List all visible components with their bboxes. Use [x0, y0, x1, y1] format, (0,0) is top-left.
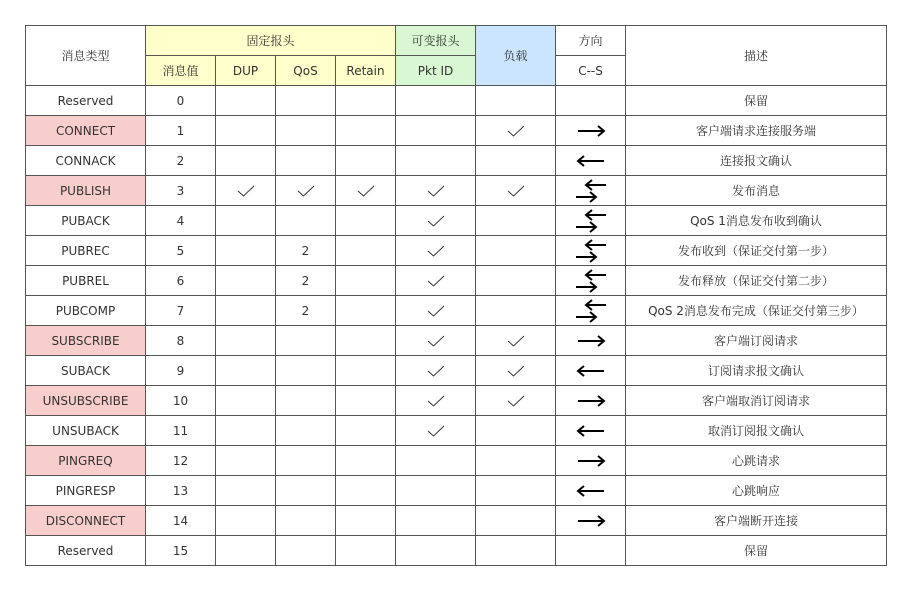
description-cell: 取消订阅报文确认	[626, 416, 887, 446]
packet-id-cell	[396, 86, 476, 116]
header-message-value: 消息值	[146, 56, 216, 86]
payload-cell	[476, 536, 556, 566]
retain-cell	[336, 296, 396, 326]
mqtt-message-type-table	[25, 25, 887, 566]
payload-cell	[476, 506, 556, 536]
message-type-cell: SUBSCRIBE	[26, 326, 146, 356]
description-cell: 保留	[626, 86, 887, 116]
retain-cell	[336, 476, 396, 506]
message-value-cell: 5	[146, 236, 216, 266]
retain-cell	[336, 116, 396, 146]
payload-cell	[476, 146, 556, 176]
direction-cell	[556, 86, 626, 116]
message-type-cell: PINGRESP	[26, 476, 146, 506]
header-payload: 负载	[476, 26, 556, 86]
description-cell: 心跳响应	[626, 476, 887, 506]
qos-cell	[276, 116, 336, 146]
check-icon	[427, 424, 445, 438]
retain-cell	[336, 266, 396, 296]
check-icon	[427, 304, 445, 318]
packet-id-cell	[396, 176, 476, 206]
direction-cell	[556, 326, 626, 356]
message-value-cell: 4	[146, 206, 216, 236]
dup-cell	[216, 416, 276, 446]
message-type-cell: PUBREC	[26, 236, 146, 266]
check-icon	[507, 364, 525, 378]
header-description: 描述	[626, 26, 887, 86]
arrow-both-icon	[572, 208, 610, 234]
dup-cell	[216, 506, 276, 536]
direction-cell	[556, 386, 626, 416]
header-packet-id: Pkt ID	[396, 56, 476, 86]
retain-cell	[336, 326, 396, 356]
dup-cell	[216, 116, 276, 146]
packet-id-cell	[396, 416, 476, 446]
check-icon	[297, 184, 315, 198]
description-cell: 发布消息	[626, 176, 887, 206]
payload-cell	[476, 446, 556, 476]
retain-cell	[336, 146, 396, 176]
direction-cell	[556, 536, 626, 566]
message-value-cell: 10	[146, 386, 216, 416]
qos-cell	[276, 86, 336, 116]
direction-cell	[556, 356, 626, 386]
table-row	[26, 416, 887, 446]
qos-cell	[276, 416, 336, 446]
description-cell: 发布收到（保证交付第一步）	[626, 236, 887, 266]
message-value-cell: 11	[146, 416, 216, 446]
packet-id-cell	[396, 116, 476, 146]
arrow-both-icon	[572, 238, 610, 264]
message-value-cell: 8	[146, 326, 216, 356]
message-type-cell: PUBLISH	[26, 176, 146, 206]
payload-cell	[476, 386, 556, 416]
message-value-cell: 1	[146, 116, 216, 146]
description-cell: 客户端订阅请求	[626, 326, 887, 356]
message-value-cell: 12	[146, 446, 216, 476]
table-row	[26, 116, 887, 146]
description-cell: 客户端取消订阅请求	[626, 386, 887, 416]
payload-cell	[476, 176, 556, 206]
message-rows	[26, 86, 887, 566]
message-value-cell: 15	[146, 536, 216, 566]
header-qos: QoS	[276, 56, 336, 86]
table-row	[26, 446, 887, 476]
check-icon	[427, 364, 445, 378]
retain-cell	[336, 356, 396, 386]
description-cell: 心跳请求	[626, 446, 887, 476]
message-value-cell: 3	[146, 176, 216, 206]
qos-cell	[276, 206, 336, 236]
description-cell: QoS 2消息发布完成（保证交付第三步）	[626, 296, 887, 326]
direction-cell	[556, 296, 626, 326]
retain-cell	[336, 506, 396, 536]
direction-cell	[556, 116, 626, 146]
packet-id-cell	[396, 296, 476, 326]
check-icon	[427, 334, 445, 348]
qos-cell	[276, 176, 336, 206]
direction-cell	[556, 416, 626, 446]
description-cell: 订阅请求报文确认	[626, 356, 887, 386]
table-row	[26, 206, 887, 236]
table-row	[26, 356, 887, 386]
message-type-cell: Reserved	[26, 536, 146, 566]
payload-cell	[476, 296, 556, 326]
message-type-cell: PINGREQ	[26, 446, 146, 476]
table-row	[26, 236, 887, 266]
payload-cell	[476, 476, 556, 506]
qos-cell	[276, 326, 336, 356]
retain-cell	[336, 236, 396, 266]
message-value-cell: 6	[146, 266, 216, 296]
check-icon	[507, 334, 525, 348]
arrow-left-icon	[572, 418, 610, 444]
direction-cell	[556, 146, 626, 176]
message-value-cell: 2	[146, 146, 216, 176]
message-type-cell: PUBCOMP	[26, 296, 146, 326]
header-client-server: C--S	[556, 56, 626, 86]
check-icon	[357, 184, 375, 198]
qos-cell	[276, 446, 336, 476]
message-value-cell: 13	[146, 476, 216, 506]
direction-cell	[556, 236, 626, 266]
arrow-both-icon	[572, 268, 610, 294]
description-cell: QoS 1消息发布收到确认	[626, 206, 887, 236]
dup-cell	[216, 266, 276, 296]
payload-cell	[476, 206, 556, 236]
qos-cell	[276, 386, 336, 416]
message-value-cell: 0	[146, 86, 216, 116]
retain-cell	[336, 446, 396, 476]
payload-cell	[476, 236, 556, 266]
header-fixed-header: 固定报头	[146, 26, 396, 56]
check-icon	[427, 244, 445, 258]
arrow-right-icon	[572, 118, 610, 144]
dup-cell	[216, 326, 276, 356]
packet-id-cell	[396, 506, 476, 536]
payload-cell	[476, 416, 556, 446]
payload-cell	[476, 86, 556, 116]
message-type-cell: CONNACK	[26, 146, 146, 176]
payload-cell	[476, 266, 556, 296]
packet-id-cell	[396, 476, 476, 506]
table-row	[26, 86, 887, 116]
message-type-cell: UNSUBACK	[26, 416, 146, 446]
message-type-cell: CONNECT	[26, 116, 146, 146]
payload-cell	[476, 116, 556, 146]
direction-cell	[556, 206, 626, 236]
table-row	[26, 536, 887, 566]
packet-id-cell	[396, 266, 476, 296]
direction-cell	[556, 176, 626, 206]
dup-cell	[216, 356, 276, 386]
packet-id-cell	[396, 146, 476, 176]
retain-cell	[336, 416, 396, 446]
qos-cell	[276, 536, 336, 566]
header-message-type: 消息类型	[26, 26, 146, 86]
check-icon	[237, 184, 255, 198]
dup-cell	[216, 236, 276, 266]
message-type-cell: PUBREL	[26, 266, 146, 296]
dup-cell	[216, 476, 276, 506]
check-icon	[507, 184, 525, 198]
description-cell: 发布释放（保证交付第二步）	[626, 266, 887, 296]
qos-cell: 2	[276, 296, 336, 326]
packet-id-cell	[396, 536, 476, 566]
table-row	[26, 146, 887, 176]
check-icon	[507, 394, 525, 408]
direction-cell	[556, 266, 626, 296]
check-icon	[507, 124, 525, 138]
qos-cell: 2	[276, 266, 336, 296]
header-direction: 方向	[556, 26, 626, 56]
check-icon	[427, 184, 445, 198]
direction-cell	[556, 476, 626, 506]
retain-cell	[336, 386, 396, 416]
table-row	[26, 326, 887, 356]
description-cell: 客户端请求连接服务端	[626, 116, 887, 146]
header-retain: Retain	[336, 56, 396, 86]
message-type-cell: UNSUBSCRIBE	[26, 386, 146, 416]
qos-cell	[276, 506, 336, 536]
table-row	[26, 476, 887, 506]
header-dup: DUP	[216, 56, 276, 86]
arrow-right-icon	[572, 448, 610, 474]
description-cell: 保留	[626, 536, 887, 566]
direction-cell	[556, 506, 626, 536]
message-type-cell: SUBACK	[26, 356, 146, 386]
table-row	[26, 176, 887, 206]
description-cell: 客户端断开连接	[626, 506, 887, 536]
qos-cell	[276, 476, 336, 506]
arrow-right-icon	[572, 388, 610, 414]
packet-id-cell	[396, 326, 476, 356]
dup-cell	[216, 86, 276, 116]
dup-cell	[216, 146, 276, 176]
retain-cell	[336, 536, 396, 566]
arrow-left-icon	[572, 478, 610, 504]
message-type-cell: PUBACK	[26, 206, 146, 236]
arrow-both-icon	[572, 178, 610, 204]
direction-cell	[556, 446, 626, 476]
payload-cell	[476, 326, 556, 356]
payload-cell	[476, 356, 556, 386]
qos-cell: 2	[276, 236, 336, 266]
dup-cell	[216, 176, 276, 206]
arrow-left-icon	[572, 148, 610, 174]
description-cell: 连接报文确认	[626, 146, 887, 176]
dup-cell	[216, 536, 276, 566]
table-row	[26, 296, 887, 326]
packet-id-cell	[396, 386, 476, 416]
table-row	[26, 266, 887, 296]
retain-cell	[336, 206, 396, 236]
message-type-cell: DISCONNECT	[26, 506, 146, 536]
qos-cell	[276, 356, 336, 386]
dup-cell	[216, 206, 276, 236]
packet-id-cell	[396, 356, 476, 386]
arrow-both-icon	[572, 298, 610, 324]
check-icon	[427, 394, 445, 408]
packet-id-cell	[396, 446, 476, 476]
message-type-cell: Reserved	[26, 86, 146, 116]
header-variable-header: 可变报头	[396, 26, 476, 56]
message-value-cell: 7	[146, 296, 216, 326]
retain-cell	[336, 86, 396, 116]
check-icon	[427, 214, 445, 228]
packet-id-cell	[396, 206, 476, 236]
message-value-cell: 9	[146, 356, 216, 386]
packet-id-cell	[396, 236, 476, 266]
dup-cell	[216, 446, 276, 476]
message-value-cell: 14	[146, 506, 216, 536]
dup-cell	[216, 386, 276, 416]
retain-cell	[336, 176, 396, 206]
qos-cell	[276, 146, 336, 176]
dup-cell	[216, 296, 276, 326]
table-row	[26, 506, 887, 536]
table-row	[26, 386, 887, 416]
arrow-left-icon	[572, 358, 610, 384]
arrow-right-icon	[572, 508, 610, 534]
arrow-right-icon	[572, 328, 610, 354]
check-icon	[427, 274, 445, 288]
